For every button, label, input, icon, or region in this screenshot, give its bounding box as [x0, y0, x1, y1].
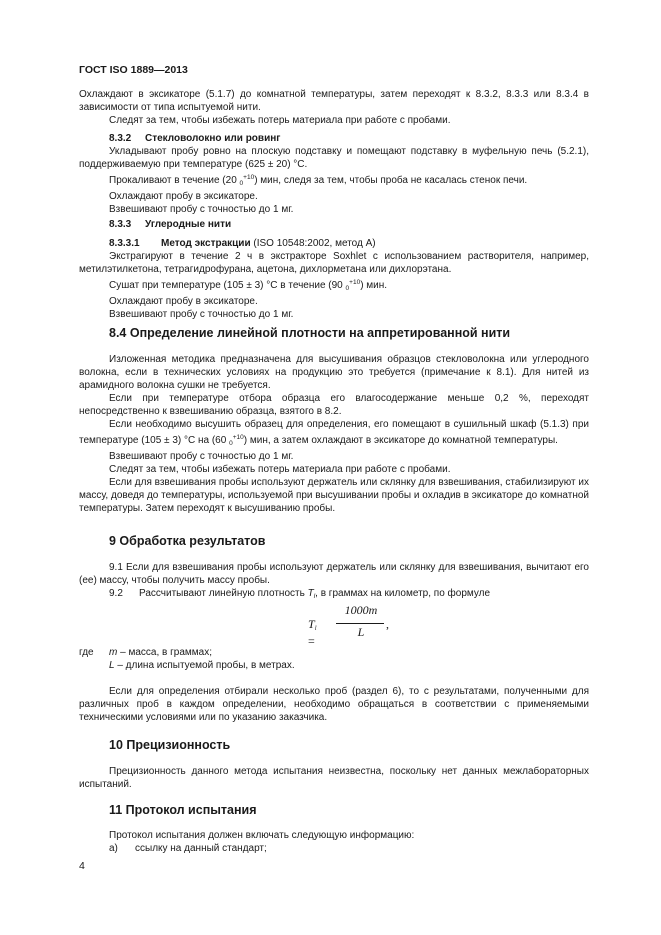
intro-block	[79, 88, 589, 127]
paragraph: Если при температуре отбора образца его влагосодержание меньше 0,2 %, переходят непосредственно к взвешиванию образца, взятого в 8.2.	[79, 393, 589, 417]
paragraph: Следят за тем, чтобы избежать потерь материала при работе с пробами.	[109, 464, 451, 475]
paragraph: Взвешивают пробу с точностью до 1 мг.	[109, 204, 294, 215]
paragraph: Следят за тем, чтобы избежать потерь материала при работе с пробами.	[109, 115, 451, 126]
paragraph: Взвешивают пробу с точностью до 1 мг.	[109, 309, 294, 320]
paragraph: Сушат при температуре (105 ± 3) °С в течение (90 $_0^{+10}$) мин.	[109, 279, 388, 292]
page-number: 4	[79, 860, 85, 872]
paragraph: Укладывают пробу ровно на плоскую подставку и помещают подставку в муфельную печь (5.2.1), поддерживаемую при температуре (625 ± 20) °С.	[79, 146, 589, 170]
section-heading-9: 9 Обработка результатов	[109, 534, 266, 548]
formula-numerator: 1000m	[344, 603, 378, 617]
paragraph: Прокаливают в течение (20 $_0^{+10}$) мин, следя за тем, чтобы проба не касалась стенок печи.	[109, 174, 528, 187]
paragraph: Изложенная методика предназначена для высушивания образцов стекловолокна или углеродного волокна, если в технических условиях на продукцию это требуется (примечание к 8.1). Для нитей из арамидного волокна сушки не требуется.	[79, 354, 589, 391]
subsection-heading: 8.3.3 Углеродные нити	[109, 219, 232, 230]
section-11-body	[79, 829, 589, 855]
section-heading-11: 11 Протокол испытания	[109, 803, 257, 817]
variable-definitions	[79, 646, 589, 672]
section-8-3-2	[79, 132, 589, 216]
paragraph: Экстрагируют в течение 2 ч в экстракторе Soxhlet с использованием растворителя, например, метилэтилкетона, тетрагидрофурана, ацетона, дихлорметана или дихлорэтана.	[79, 251, 589, 275]
section-heading-10: 10 Прецизионность	[109, 738, 231, 752]
subsection-heading: 8.3.2 Стекловолокно или ровинг	[109, 133, 281, 144]
section-9-body	[79, 561, 589, 603]
paragraph: 9.1 Если для взвешивания пробы используют держатель или склянку для взвешивания, вычитают его (ее) массу, чтобы получить массу пробы.	[79, 562, 589, 586]
paragraph: Прецизионность данного метода испытания неизвестна, поскольку нет данных межлабораторных испытаний.	[79, 766, 589, 790]
definition-m: где m – масса, в граммах;	[79, 647, 212, 658]
subsubsection-heading: 8.3.3.1 Метод экстракции (ISO 10548:2002, метод А)	[109, 238, 376, 249]
fraction-bar	[336, 623, 384, 624]
definition-L: L – длина испытуемой пробы, в метрах.	[109, 660, 295, 671]
section-heading-8-4: 8.4 Определение линейной плотности на аппретированной нити	[109, 326, 511, 340]
paragraph: Если необходимо высушить образец для определения, его помещают в сушильный шкаф (5.1.3) при температуре (105 ± 3) °С на (60 $_0^{+10}$) мин, а затем охлаждают в эксикаторе до комнатной температуры.	[79, 419, 589, 447]
section-10-body	[79, 765, 589, 791]
paragraph: Охлаждают пробу в эксикаторе.	[109, 296, 258, 307]
document-header: ГОСТ ISO 1889—2013	[79, 64, 188, 76]
formula-denominator: L	[357, 625, 365, 639]
paragraph: Если для определения отбирали несколько проб (раздел 6), то с результатами, полученными для различных проб в каждом определении, необходимо обращаться в соответствии с применяемыми техническими условиями или по указанию заказчика.	[79, 686, 589, 723]
paragraph: Если для взвешивания пробы используют держатель или склянку для взвешивания, стабилизируют их массу, доведя до температуры, используемой при высушивании пробы и охладив в эксикаторе до комнатной температуры. Затем переходят к высушиванию пробы.	[79, 477, 589, 514]
section-9-tail	[79, 685, 589, 724]
paragraph: Охлаждают в эксикаторе (5.1.7) до комнатной температуры, затем переходят к 8.3.2, 8.3.3 или 8.3.4 в зависимости от типа испытуемой нити.	[79, 89, 589, 113]
section-8-3-3	[79, 218, 589, 321]
paragraph: Охлаждают пробу в эксикаторе.	[109, 191, 258, 202]
list-item: а) ссылку на данный стандарт;	[109, 843, 267, 854]
paragraph: Взвешивают пробу с точностью до 1 мг.	[109, 451, 294, 462]
paragraph: Протокол испытания должен включать следующую информацию:	[109, 830, 415, 841]
section-8-4-body	[79, 353, 589, 515]
paragraph: 9.2 Рассчитывают линейную плотность $T_l$, в граммах на километр, по формуле	[109, 588, 491, 600]
